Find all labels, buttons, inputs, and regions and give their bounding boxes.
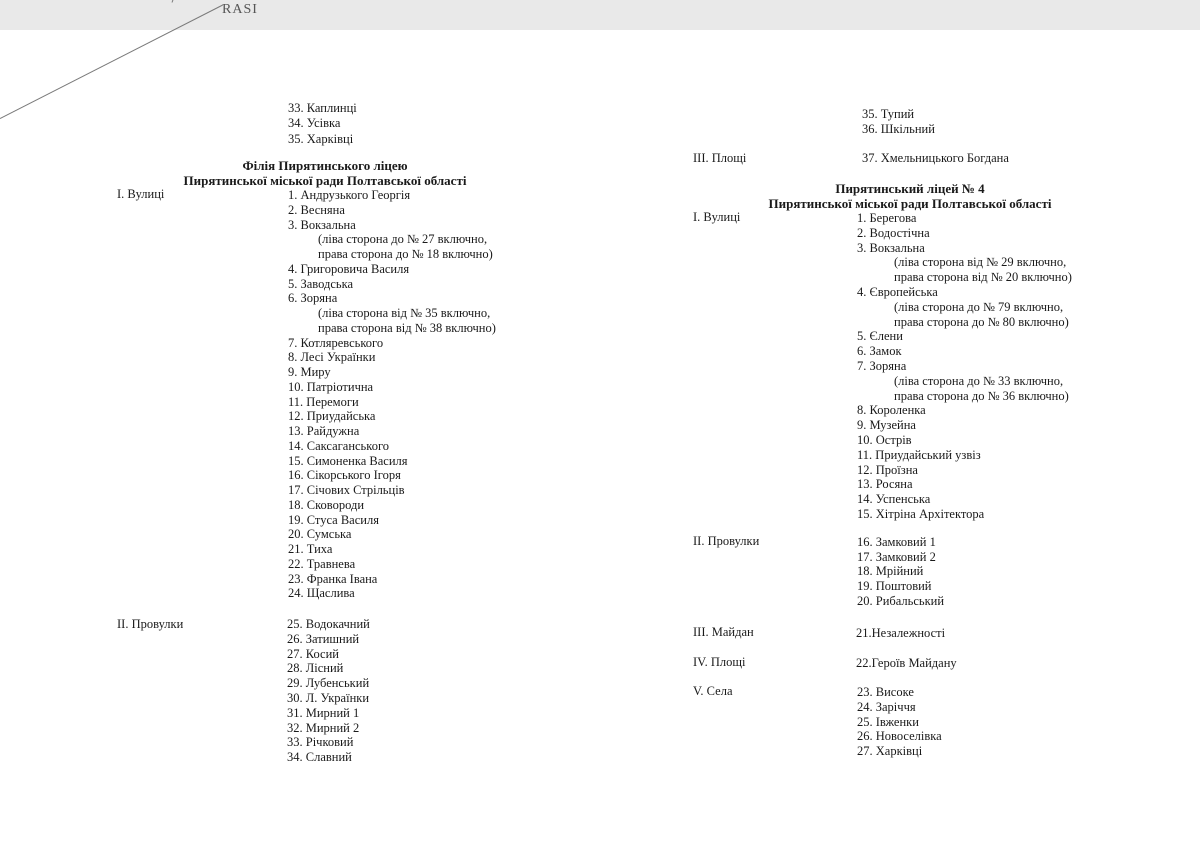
list-item: (ліва сторона від № 35 включно, xyxy=(318,306,491,320)
list-item: права сторона до № 18 включно) xyxy=(318,247,493,261)
right-squares-top-item: 37. Хмельницького Богдана xyxy=(862,151,1009,165)
list-item: права сторона від № 20 включно) xyxy=(894,270,1072,285)
list-item: 12. Проїзна xyxy=(857,462,918,477)
left-section-streets: I. Вулиці xyxy=(117,187,165,201)
list-item: 8. Лесі Українки xyxy=(288,350,376,365)
list-item: 5. Єлени xyxy=(857,329,903,344)
list-item: 15. Хітріна Архітектора xyxy=(857,507,985,521)
list-item: 2. Водостічна xyxy=(857,225,930,240)
list-item: 33. Річковий xyxy=(287,735,354,750)
left-section-lanes: II. Провулки xyxy=(117,617,184,631)
list-item: 14. Саксаганського xyxy=(288,438,390,453)
right-section-squares-top: III. Площі xyxy=(693,151,747,165)
list-item: 10. Острів xyxy=(857,433,912,447)
right-section-villages: V. Села xyxy=(693,684,733,698)
list-item: 5. Заводська xyxy=(288,276,354,291)
list-item: 34. Усівка xyxy=(288,116,341,131)
list-item: 7. Зоряна xyxy=(857,359,907,373)
list-item: 25. Водокачний xyxy=(287,617,370,631)
right-section-streets: I. Вулиці xyxy=(693,210,741,224)
list-item: (ліва сторона до № 33 включно, xyxy=(894,373,1064,388)
list-item: 32. Мирний 2 xyxy=(287,720,360,735)
list-item: 13. Райдужна xyxy=(288,424,360,438)
list-item: 15. Симоненка Василя xyxy=(288,453,408,468)
list-item: 4. Григоровича Василя xyxy=(288,261,410,276)
list-item: 2. Весняна xyxy=(288,202,345,217)
list-item: 3. Вокзальна xyxy=(288,217,356,232)
list-item: права сторона від № 38 включно) xyxy=(318,320,496,335)
right-heading-line-1: Пирятинський ліцей № 4 xyxy=(835,181,985,196)
list-item: 33. Каплинці xyxy=(288,101,357,115)
list-item: права сторона до № 36 включно) xyxy=(894,388,1069,403)
list-item: 19. Стуса Василя xyxy=(288,512,379,527)
list-item: 20. Сумська xyxy=(288,527,352,542)
list-item: 14. Успенська xyxy=(857,492,931,507)
list-item: 1. Берегова xyxy=(857,211,917,225)
list-item: 1. Андрузького Георгія xyxy=(288,188,411,202)
list-item: 12. Приудайська xyxy=(288,409,376,424)
list-item: 29. Лубенський xyxy=(287,676,370,691)
list-item: 26. Затишний xyxy=(287,631,360,646)
list-item: 24. Щаслива xyxy=(288,586,355,601)
list-item: 17. Січових Стрільців xyxy=(288,483,405,497)
list-item: 11. Приудайський узвіз xyxy=(857,447,981,462)
list-item: 19. Поштовий xyxy=(857,579,932,594)
list-item: 36. Шкільний xyxy=(862,122,935,136)
left-heading-line-2: Пирятинської міської ради Полтавської області xyxy=(183,173,467,188)
list-item: (ліва сторона від № 29 включно, xyxy=(894,255,1067,270)
right-section-maidan: III. Майдан xyxy=(693,625,754,639)
list-item: 9. Музейна xyxy=(857,418,916,433)
list-item: 6. Зоряна xyxy=(288,291,338,306)
list-item: 27. Косий xyxy=(287,646,339,661)
list-item: 26. Новоселівка xyxy=(857,729,942,744)
list-item: права сторона до № 80 включно) xyxy=(894,314,1069,329)
list-item: 16. Сікорського Ігоря xyxy=(288,468,401,483)
list-item: 11. Перемоги xyxy=(288,394,359,409)
list-item: 7. Котляревського xyxy=(288,335,384,350)
list-item: 18. Сковороди xyxy=(288,497,365,512)
left-heading-line-1: Філія Пирятинського ліцею xyxy=(242,158,408,173)
list-item: 22. Травнева xyxy=(288,556,356,571)
list-item: 10. Патріотична xyxy=(288,379,374,394)
list-item: 31. Мирний 1 xyxy=(287,705,360,720)
list-item: 24. Заріччя xyxy=(857,699,916,714)
list-item: 35. Харківці xyxy=(288,131,354,146)
list-item: 30. Л. Українки xyxy=(287,691,370,705)
list-item: 18. Мрійний xyxy=(857,564,924,579)
right-squares-item: 22.Героїв Майдану xyxy=(856,656,957,670)
list-item: 23. Високе xyxy=(857,685,914,699)
right-maidan-item: 21.Незалежності xyxy=(856,626,946,640)
list-item: 6. Замок xyxy=(857,344,902,359)
list-item: 4. Європейська xyxy=(857,285,938,299)
list-item: 16. Замковий 1 xyxy=(857,535,936,549)
list-item: 34. Славний xyxy=(287,750,352,765)
list-item: 27. Харківці xyxy=(857,744,923,759)
list-item: (ліва сторона до № 79 включно, xyxy=(894,299,1064,314)
list-item: 35. Тупий xyxy=(862,107,915,121)
list-item: 3. Вокзальна xyxy=(857,240,925,255)
list-item: 8. Короленка xyxy=(857,403,926,418)
list-item: 13. Росяна xyxy=(857,477,913,492)
list-item: (ліва сторона до № 27 включно, xyxy=(318,232,488,247)
list-item: 23. Франка Івана xyxy=(288,571,378,586)
list-item: 17. Замковий 2 xyxy=(857,549,936,564)
list-item: 20. Рибальський xyxy=(857,593,945,608)
right-heading-line-2: Пирятинської міської ради Полтавської області xyxy=(768,196,1052,211)
right-section-lanes: II. Провулки xyxy=(693,534,760,548)
stamp-mark: RASI xyxy=(222,2,258,17)
right-section-squares: IV. Площі xyxy=(693,655,746,669)
list-item: 25. Івженки xyxy=(857,714,919,729)
list-item: 9. Миру xyxy=(288,365,331,379)
list-item: 28. Лісний xyxy=(287,661,344,676)
list-item: 21. Тиха xyxy=(288,542,333,556)
